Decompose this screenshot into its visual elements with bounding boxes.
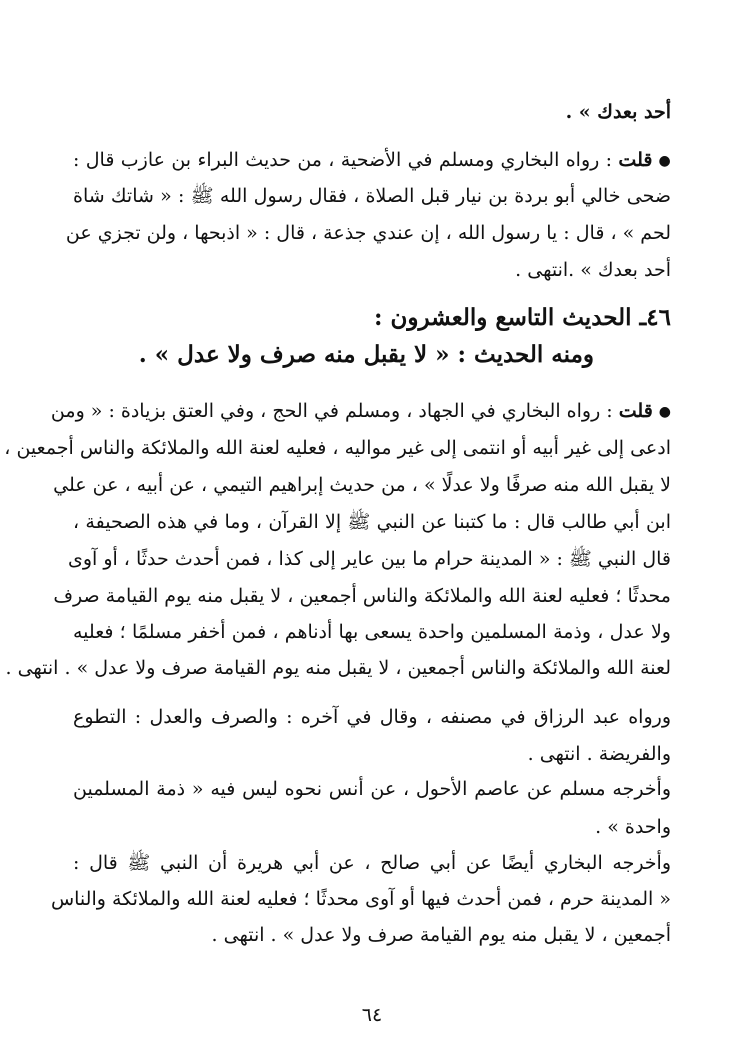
text-line: أجمعين ، لا يقبل منه يوم القيامة صرف ولا عدل » . انتهى . <box>211 924 671 946</box>
hadith-title: ومنه الحديث : « لا يقبل منه صرف ولا عدل » . <box>138 341 594 368</box>
lead-word: قلت <box>618 400 653 422</box>
text-line <box>73 145 671 176</box>
text-line: وأخرجه مسلم عن عاصم الأحول ، عن أنس نحوه ليس فيه « ذمة المسلمين <box>73 778 671 800</box>
text-line: أحد بعدك » .انتهى . <box>515 259 671 281</box>
text-line: « المدينة حرم ، فمن أحدث فيها أو آوى محدثًا ؛ فعليه لعنة الله والملائكة والناس <box>50 888 671 910</box>
text-line: واحدة » . <box>595 816 671 838</box>
text-line: محدثًا ؛ فعليه لعنة الله والملائكة والناس أجمعين ، لا يقبل منه يوم القيامة صرف <box>53 585 671 607</box>
text-line: لا يقبل الله منه صرفًا ولا عدلًا » ، من حديث إبراهيم التيمي ، عن أبيه ، عن علي <box>53 474 671 496</box>
text-line: ولا عدل ، وذمة المسلمين واحدة يسعى بها أدناهم ، فمن أخفر مسلمًا ؛ فعليه <box>73 621 671 643</box>
text-line: قال النبي ﷺ : « المدينة حرام ما بين عاير إلى كذا ، فمن أحدث حدثًا ، أو آوى <box>67 548 671 570</box>
page-number: ٦٤ <box>361 1004 383 1026</box>
text-line: ضحى خالي أبو بردة بن نيار قبل الصلاة ، فقال رسول الله ﷺ : « شاتك شاة <box>73 185 671 207</box>
text-line <box>50 396 671 427</box>
line-text: : رواه البخاري ومسلم في الأضحية ، من حديث البراء بن عازب قال : <box>73 149 613 171</box>
hadith-heading: ٤٦ـ الحديث التاسع والعشرون : <box>374 304 671 331</box>
bullet-icon: ● <box>658 153 671 169</box>
text-line: أحد بعدك » . <box>565 101 671 123</box>
text-line: ورواه عبد الرزاق في مصنفه ، وقال في آخره : والصرف والعدل : التطوع <box>73 706 671 728</box>
text-line: لحم » ، قال : يا رسول الله ، إن عندي جذعة ، قال : « اذبحها ، ولن تجزي عن <box>65 222 671 244</box>
text-line: والفريضة . انتهى . <box>527 743 671 765</box>
bullet-icon: ● <box>658 404 671 420</box>
text-line: لعنة الله والملائكة والناس أجمعين ، لا يقبل منه يوم القيامة صرف ولا عدل » . انتهى . <box>5 657 671 679</box>
text-line: ابن أبي طالب قال : ما كتبنا عن النبي ﷺ إلا القرآن ، وما في هذه الصحيفة ، <box>73 511 671 533</box>
lead-word: قلت <box>618 149 653 171</box>
text-line: وأخرجه البخاري أيضًا عن أبي صالح ، عن أبي هريرة أن النبي ﷺ قال : <box>73 852 671 874</box>
line-text: : رواه البخاري في الجهاد ، ومسلم في الحج ، وفي العتق بزيادة : « ومن <box>50 400 613 422</box>
text-line: ادعى إلى غير أبيه أو انتمى إلى غير مواليه ، فعليه لعنة الله والملائكة والناس أجمعين ، <box>4 437 671 459</box>
